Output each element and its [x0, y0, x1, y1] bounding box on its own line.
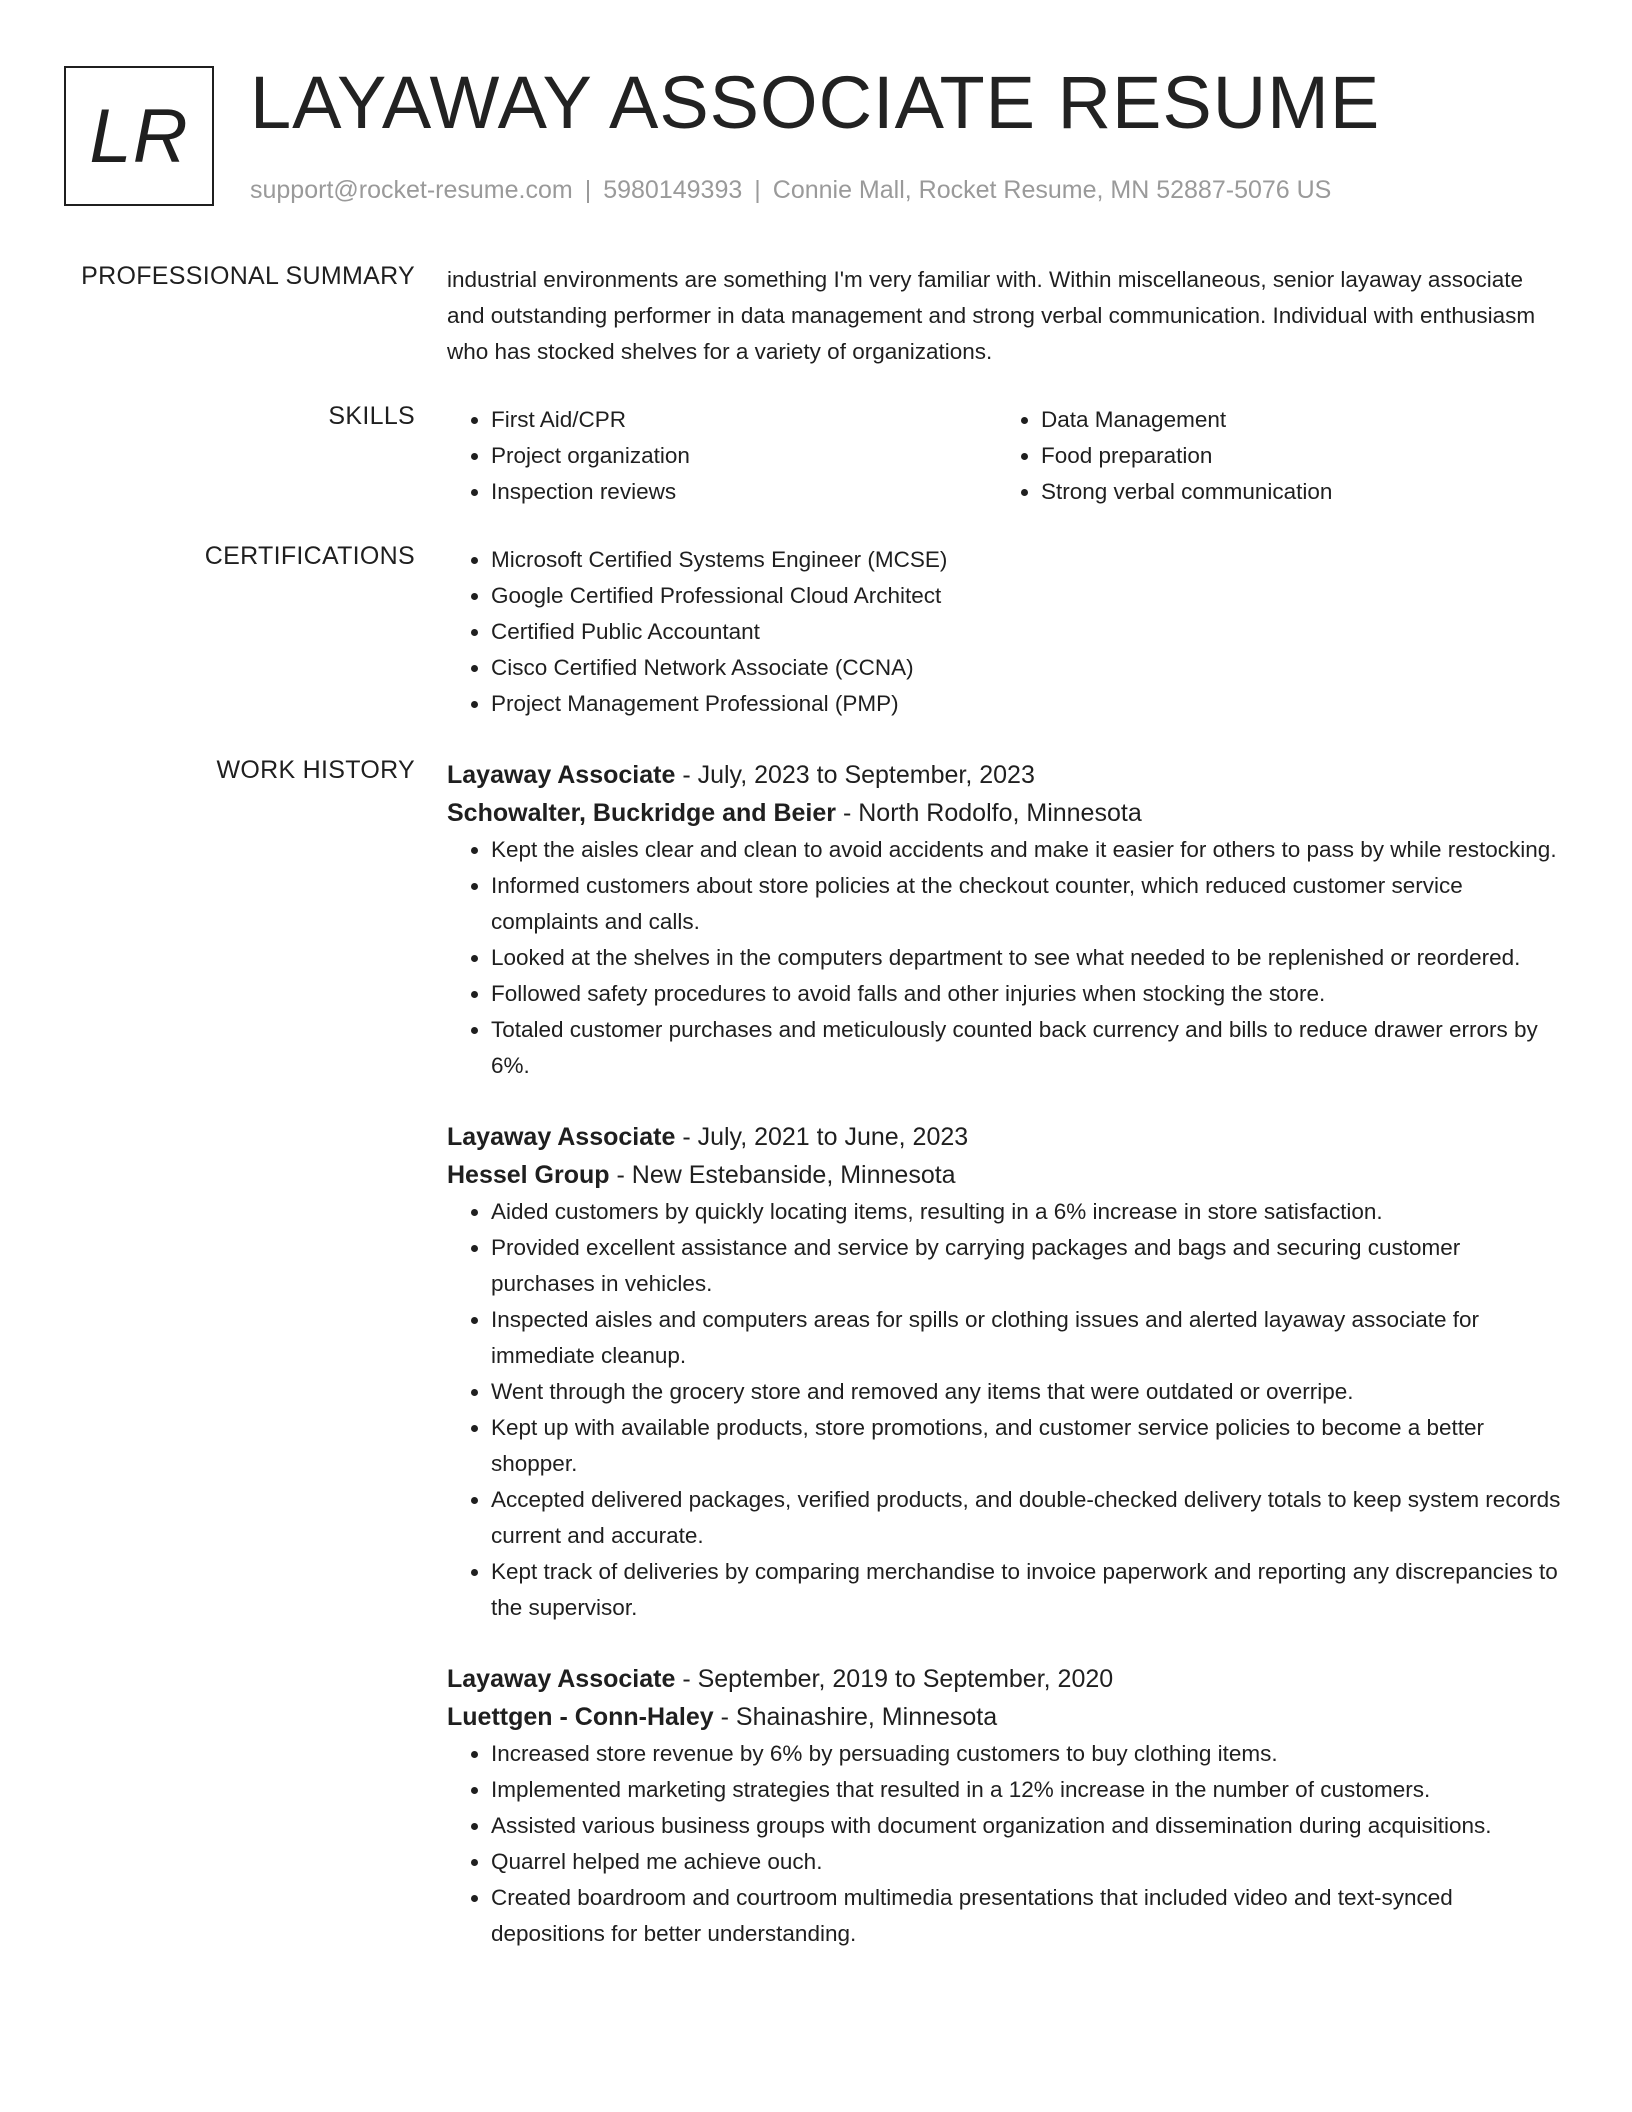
job-title: Layaway Associate [447, 1123, 676, 1151]
job-company-line [447, 1698, 1562, 1736]
job-bullet: • Accepted delivered packages, verified products, and double-checked delivery totals to keep system records current and accurate. [491, 1482, 1562, 1554]
job-title-line [447, 756, 1562, 794]
job-entry [447, 756, 1562, 1084]
skill-item: • Inspection reviews [491, 474, 997, 510]
section-label-summary: PROFESSIONAL SUMMARY [81, 262, 415, 290]
job-dates: - September, 2019 to September, 2020 [675, 1665, 1114, 1693]
job-bullet: • Assisted various business groups with document organization and dissemination during acquisitions. [491, 1808, 1562, 1844]
job-bullets [447, 1194, 1562, 1626]
contact-address: Connie Mall, Rocket Resume, MN 52887-5076 US [772, 176, 1332, 204]
certification-item: • Project Management Professional (PMP) [491, 686, 1562, 722]
resume-title: LAYAWAY ASSOCIATE RESUME [250, 61, 1381, 144]
skill-item: • Project organization [491, 438, 997, 474]
job-bullets [447, 832, 1562, 1084]
section-label-certifications: CERTIFICATIONS [204, 542, 415, 570]
job-title-line [447, 1660, 1562, 1698]
job-title-line [447, 1118, 1562, 1156]
job-company-line [447, 1156, 1562, 1194]
section-label-work-history: WORK HISTORY [216, 756, 415, 784]
job-title: Layaway Associate [447, 1665, 676, 1693]
summary-text: industrial environments are something I'm very familiar with. Within miscellaneous, senior layaway associate and outstanding performer in data management and strong verbal communication. Individual with enthusiasm who has stocked shelves for a variety of organizations. [447, 267, 1536, 364]
resume-header [64, 61, 1568, 210]
certifications-list [447, 542, 1562, 722]
certification-item: • Certified Public Accountant [491, 614, 1562, 650]
job-bullet: • Informed customers about store policies at the checkout counter, which reduced customer service complaints and calls. [491, 868, 1562, 940]
job-bullets [447, 1736, 1562, 1952]
job-company: Schowalter, Buckridge and Beier [447, 799, 837, 827]
job-bullet: • Increased store revenue by 6% by persuading customers to buy clothing items. [491, 1736, 1562, 1772]
contact-separator: | [584, 176, 592, 204]
job-entry [447, 1118, 1562, 1626]
work-history-content [447, 756, 1562, 1952]
certification-item: • Microsoft Certified Systems Engineer (MCSE) [491, 542, 1562, 578]
certification-item: • Google Certified Professional Cloud Architect [491, 578, 1562, 614]
job-bullet: • Kept up with available products, store promotions, and customer service policies to become a better shopper. [491, 1410, 1562, 1482]
skill-item: • First Aid/CPR [491, 402, 997, 438]
job-dates: - July, 2021 to June, 2023 [675, 1123, 969, 1151]
job-bullet: • Implemented marketing strategies that resulted in a 12% increase in the number of customers. [491, 1772, 1562, 1808]
job-bullet: • Aided customers by quickly locating items, resulting in a 6% increase in store satisfaction. [491, 1194, 1562, 1230]
job-company: Luettgen - Conn-Haley [447, 1703, 714, 1731]
certifications-content [447, 542, 1562, 722]
skills-list-left [447, 402, 997, 510]
job-dates: - July, 2023 to September, 2023 [675, 761, 1035, 789]
contact-line [250, 176, 1331, 205]
job-company: Hessel Group [447, 1161, 610, 1189]
job-bullet: • Totaled customer purchases and meticulously counted back currency and bills to reduce drawer errors by 6%. [491, 1012, 1562, 1084]
skills-content [447, 402, 1562, 510]
certification-item: • Cisco Certified Network Associate (CCNA) [491, 650, 1562, 686]
job-bullet: • Inspected aisles and computers areas for spills or clothing issues and alerted layaway associate for immediate cleanup. [491, 1302, 1562, 1374]
job-bullet: • Looked at the shelves in the computers department to see what needed to be replenished or reordered. [491, 940, 1562, 976]
skills-column-right [997, 402, 1547, 510]
skill-item: • Strong verbal communication [1041, 474, 1547, 510]
job-location: - Shainashire, Minnesota [713, 1703, 998, 1731]
job-title: Layaway Associate [447, 761, 676, 789]
job-bullet: • Followed safety procedures to avoid falls and other injuries when stocking the store. [491, 976, 1562, 1012]
monogram-logo: LR [64, 66, 214, 206]
summary-content [447, 262, 1562, 370]
skills-list-right [997, 402, 1547, 510]
contact-phone[interactable]: 5980149393 [603, 176, 743, 204]
job-location: - New Estebanside, Minnesota [609, 1161, 956, 1189]
skill-item: • Data Management [1041, 402, 1547, 438]
skills-column-left [447, 402, 997, 510]
job-bullet: • Provided excellent assistance and service by carrying packages and bags and securing customer purchases in vehicles. [491, 1230, 1562, 1302]
job-bullet: • Created boardroom and courtroom multimedia presentations that included video and text-synced depositions for better understanding. [491, 1880, 1562, 1952]
job-entry [447, 1660, 1562, 1952]
contact-email[interactable]: support@rocket-resume.com [250, 176, 573, 204]
job-bullet: • Kept the aisles clear and clean to avoid accidents and make it easier for others to pass by while restocking. [491, 832, 1562, 868]
section-label-skills: SKILLS [328, 402, 415, 430]
job-company-line [447, 794, 1562, 832]
job-bullet: • Quarrel helped me achieve ouch. [491, 1844, 1562, 1880]
job-bullet: • Went through the grocery store and removed any items that were outdated or overripe. [491, 1374, 1562, 1410]
job-bullet: • Kept track of deliveries by comparing merchandise to invoice paperwork and reporting any discrepancies to the supervisor. [491, 1554, 1562, 1626]
skill-item: • Food preparation [1041, 438, 1547, 474]
job-location: - North Rodolfo, Minnesota [836, 799, 1142, 827]
contact-separator: | [754, 176, 761, 204]
